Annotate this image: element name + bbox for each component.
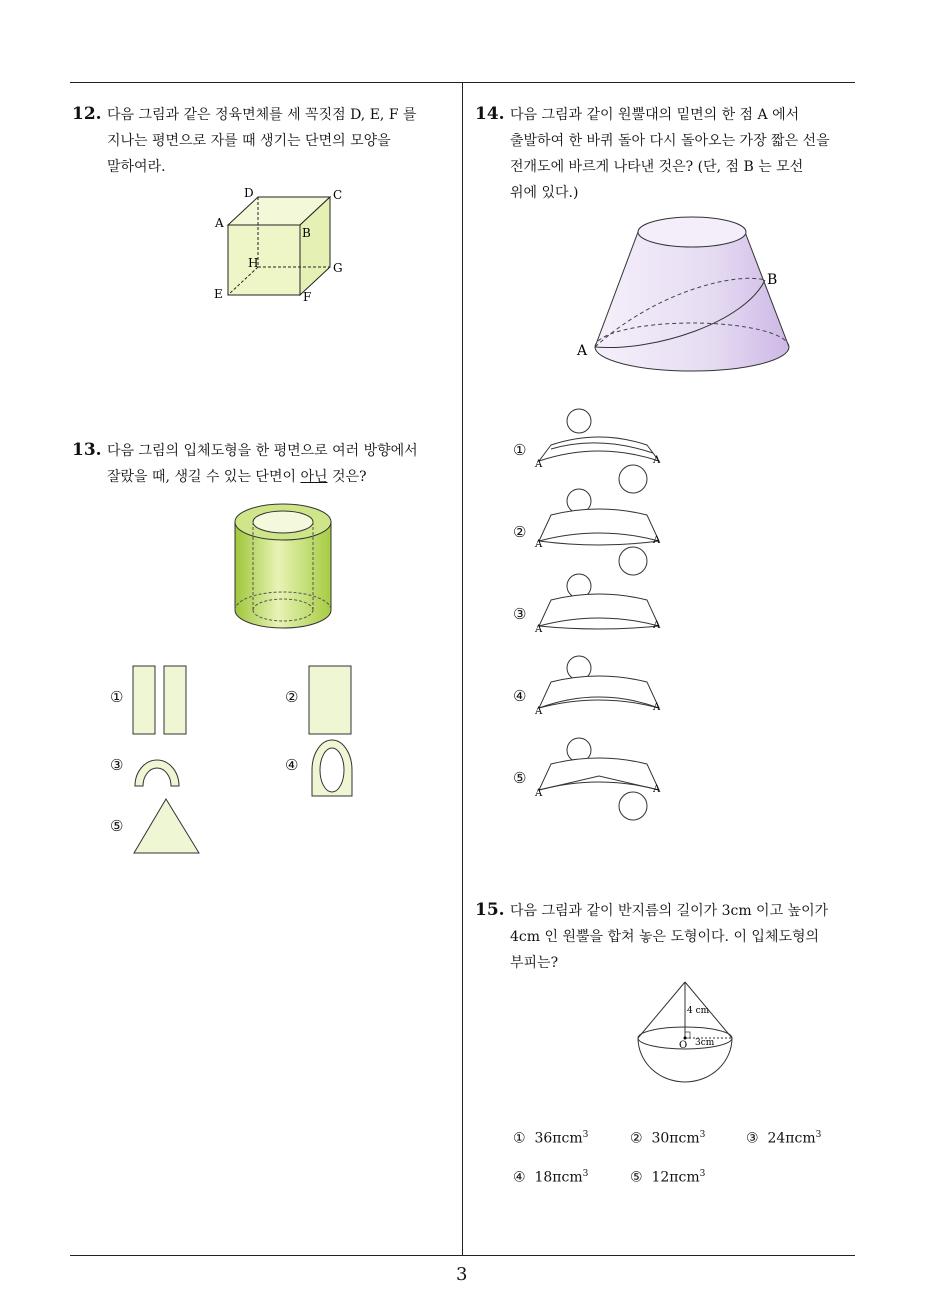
page-number: 3 [456,1264,468,1285]
q15-answer-3-value: 24πcm [767,1130,816,1147]
q14-option-3-net[interactable] [535,570,665,650]
q12-label-C: C [333,188,343,202]
q14-number: 14. [475,104,505,124]
q14-option-1-label-A-right: A [653,455,661,466]
q12-label-A: A [215,216,224,230]
q15-answer-3-exp: 3 [815,1130,822,1140]
q15-answer-4-value: 18πcm [534,1169,583,1186]
q15-label-origin: O [679,1040,688,1051]
q15-answer-1-value: 36πcm [534,1130,583,1147]
q14-line-1: 다음 그림과 같이 원뿔대의 밑면의 한 점 A 에서 [510,107,800,123]
q14-option-1-net[interactable] [535,405,665,495]
q14-option-2-mark[interactable]: ② [513,523,527,541]
q12-label-G: G [333,261,343,275]
q13-option-5-figure[interactable] [133,797,203,857]
q14-option-4-mark[interactable]: ④ [513,687,527,705]
q15-answer-3-mark: ③ [746,1130,759,1147]
q15-answer-5-mark: ⑤ [630,1169,643,1186]
q15-answer-1-exp: 3 [582,1130,589,1140]
column-divider [462,82,463,1255]
q14-option-5-net[interactable] [535,734,665,826]
q12-line-2: 지나는 평면으로 자를 때 생기는 단면의 모양을 [107,133,391,149]
q15-answer-2[interactable] [630,1130,705,1147]
q14-option-2-label-A-right: A [653,535,661,546]
q14-option-3-label-A-left: A [535,624,543,635]
q15-answer-2-value: 30πcm [651,1130,700,1147]
q13-hollow-cylinder-figure [230,500,340,635]
q13-option-3-figure[interactable] [133,740,183,790]
q15-cone-hemisphere-figure [635,980,745,1085]
q15-answer-4[interactable] [513,1169,588,1186]
q15-answer-3[interactable] [746,1130,821,1147]
q14-option-3-label-A-right: A [653,620,661,631]
q12-cube-figure [200,185,360,305]
q14-option-4-label-A-left: A [535,706,543,717]
q12-label-F: F [303,290,312,304]
q14-option-2-net[interactable] [535,485,665,580]
bottom-rule [70,1255,855,1256]
q15-line-1: 다음 그림과 같이 반지름의 길이가 3cm 이고 높이가 [510,903,829,919]
q14-option-1-label-A-left: A [535,459,543,470]
q14-option-5-mark[interactable]: ⑤ [513,769,527,787]
q12-number: 12. [72,104,102,124]
q13-number: 13. [72,440,102,460]
q14-option-2-label-A-left: A [535,539,543,550]
q13-option-3-mark[interactable]: ③ [110,756,124,774]
q15-line-3: 부피는? [510,955,559,971]
q14-line-2: 출발하여 한 바퀴 돌아 다시 돌아오는 가장 짧은 선을 [510,133,830,149]
q15-answer-2-exp: 3 [699,1130,706,1140]
q15-answer-4-mark: ④ [513,1169,526,1186]
q12-label-D: D [244,186,254,200]
q13-line-2-post: 것은? [327,469,367,485]
q15-answer-5-value: 12πcm [651,1169,700,1186]
q14-label-A: A [577,343,588,359]
q14-option-1-mark[interactable]: ① [513,441,527,459]
q14-line-4: 위에 있다.) [510,185,579,201]
q12-line-1: 다음 그림과 같은 정육면체를 세 꼭짓점 D, E, F 를 [107,107,417,123]
q14-option-5-label-A-right: A [653,784,661,795]
q15-answer-2-mark: ② [630,1130,643,1147]
q14-option-5-label-A-left: A [535,788,543,799]
q15-label-radius: 3cm [695,1038,715,1048]
q14-option-4-label-A-right: A [653,702,661,713]
q13-line-1: 다음 그림의 입체도형을 한 평면으로 여러 방향에서 [107,443,418,459]
q13-line-2-pre: 잘랐을 때, 생길 수 있는 단면이 [107,469,301,485]
q14-option-3-mark[interactable]: ③ [513,605,527,623]
q12-line-3: 말하여라. [107,159,166,175]
q13-option-4-mark[interactable]: ④ [285,756,299,774]
q14-line-3: 전개도에 바르게 나타낸 것은? (단, 점 B 는 모선 [510,159,804,175]
q15-answer-1[interactable] [513,1130,588,1147]
q13-option-1-mark[interactable]: ① [110,688,124,706]
q15-label-height: 4 cm [687,1006,710,1016]
q13-option-2-mark[interactable]: ② [285,688,299,706]
q13-option-2-figure[interactable] [308,665,354,737]
q13-option-5-mark[interactable]: ⑤ [110,817,124,835]
q14-option-4-net[interactable] [535,652,665,732]
q12-label-H: H [248,256,259,270]
q12-label-B: B [302,226,311,240]
q15-number: 15. [475,900,505,920]
q14-label-B: B [767,272,778,288]
q15-answer-5[interactable] [630,1169,705,1186]
q13-option-1-figure[interactable] [132,665,192,737]
q14-frustum-figure [575,212,805,382]
q12-label-E: E [214,287,223,301]
q15-answer-4-exp: 3 [582,1169,589,1179]
q13-line-2-emphasis: 아닌 [300,469,328,485]
q15-line-2: 4cm 인 원뿔을 합쳐 놓은 도형이다. 이 입체도형의 [510,929,820,945]
q15-answer-1-mark: ① [513,1130,526,1147]
q15-answer-5-exp: 3 [699,1169,706,1179]
q13-option-4-figure[interactable] [306,734,356,800]
q13-line-2 [107,464,367,490]
